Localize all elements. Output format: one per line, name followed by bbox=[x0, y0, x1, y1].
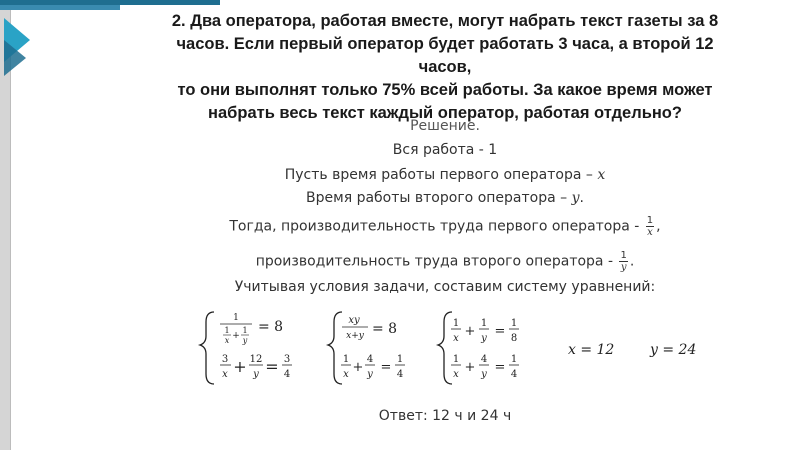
system-2 bbox=[328, 312, 405, 384]
answer-line: Ответ: 12 ч и 24 ч bbox=[378, 408, 512, 424]
s3-r2-eq: = bbox=[494, 360, 506, 375]
s1-r2-c-num: 3 bbox=[283, 354, 291, 365]
s2-r2-c-num: 1 bbox=[396, 354, 404, 365]
productivity-second-text: производительность труда второго оператора - bbox=[255, 253, 618, 270]
s2-r2-plus: + bbox=[352, 360, 364, 375]
s3-r2-c-num: 1 bbox=[510, 354, 518, 365]
s3-r1-b-den: y bbox=[481, 333, 487, 344]
s2-r2-c-den: 4 bbox=[396, 369, 404, 380]
s2-r2-a-den: x bbox=[343, 369, 349, 380]
s1-r2-b-num: 12 bbox=[249, 354, 263, 365]
system-3 bbox=[438, 312, 519, 384]
s3-r1-b-num: 1 bbox=[480, 318, 488, 329]
s1-d1-den: x bbox=[224, 336, 230, 345]
s3-r1-plus: + bbox=[464, 324, 476, 339]
s1-eq: = 8 bbox=[258, 319, 284, 335]
s3-r2-plus: + bbox=[464, 360, 476, 375]
var-x: x bbox=[597, 167, 606, 183]
problem-line-3: то они выполнят только 75% всей работы. За какое время может bbox=[177, 81, 713, 99]
problem-line-1: 2. Два оператора, работая вместе, могут набрать текст газеты за 8 bbox=[171, 12, 719, 30]
s3-r1-a-num: 1 bbox=[452, 318, 460, 329]
s3-r2-a-num: 1 bbox=[452, 354, 460, 365]
whole-work-line: Вся работа - 1 bbox=[392, 142, 498, 158]
time-second-suffix: . bbox=[579, 190, 584, 206]
s1-r2-a-den: x bbox=[222, 369, 228, 380]
var-y: y bbox=[571, 190, 580, 206]
productivity-first-suffix: , bbox=[656, 218, 661, 235]
let-first-text: Пусть время работы первого оператора – bbox=[284, 167, 598, 183]
s1-r2-a-num: 3 bbox=[221, 354, 229, 365]
s3-r2-a-den: x bbox=[453, 369, 459, 380]
s3-r2-c-den: 4 bbox=[510, 369, 518, 380]
s3-r2-b-num: 4 bbox=[480, 354, 488, 365]
s2-r2-eq: = bbox=[380, 360, 392, 375]
s3-r2-b-den: y bbox=[481, 369, 487, 380]
s2-den: x+y bbox=[346, 331, 364, 341]
problem-line-4: набрать весь текст каждый оператор, работая отдельно? bbox=[208, 104, 682, 122]
s1-r2-plus: + bbox=[233, 357, 247, 376]
s2-r2-b-num: 4 bbox=[366, 354, 374, 365]
solution-heading: Решение. bbox=[410, 118, 480, 134]
s3-r1-eq: = bbox=[494, 324, 506, 339]
s1-plus: + bbox=[232, 331, 240, 341]
s1-d2-den: y bbox=[242, 336, 248, 345]
s2-num: xy bbox=[348, 315, 360, 326]
fraction-one-over-x: $\frac{1}{x}$ bbox=[646, 215, 654, 238]
s1-r2-c-den: 4 bbox=[283, 369, 291, 380]
problem-line-2: часов. Если первый оператор будет работать 3 часа, а второй 12 часов, bbox=[176, 35, 714, 76]
system-intro-line: Учитывая условия задачи, составим систему уравнений: bbox=[234, 279, 656, 295]
productivity-second-suffix: . bbox=[629, 253, 635, 270]
s2-eq: = 8 bbox=[372, 321, 398, 337]
s2-r2-a-num: 1 bbox=[342, 354, 350, 365]
system-1 bbox=[200, 312, 292, 384]
fraction-one-over-y: $\frac{1}{y}$ bbox=[620, 250, 627, 273]
s1-d1-num: 1 bbox=[224, 326, 230, 335]
s1-r2-b-den: y bbox=[253, 369, 259, 380]
s1-d2-num: 1 bbox=[242, 326, 248, 335]
time-second-text: Время работы второго оператора – bbox=[306, 190, 572, 206]
result-y: y = 24 bbox=[650, 342, 697, 358]
result-x: x = 12 bbox=[568, 342, 615, 358]
s1-r2-eq: = bbox=[265, 357, 279, 376]
s3-r1-a-den: x bbox=[453, 333, 459, 344]
s1-num: 1 bbox=[233, 313, 239, 323]
s3-r1-c-den: 8 bbox=[510, 333, 518, 344]
productivity-first-text: Тогда, производительность труда первого оператора - bbox=[229, 218, 644, 235]
s3-r1-c-num: 1 bbox=[510, 318, 518, 329]
s2-r2-b-den: y bbox=[367, 369, 373, 380]
